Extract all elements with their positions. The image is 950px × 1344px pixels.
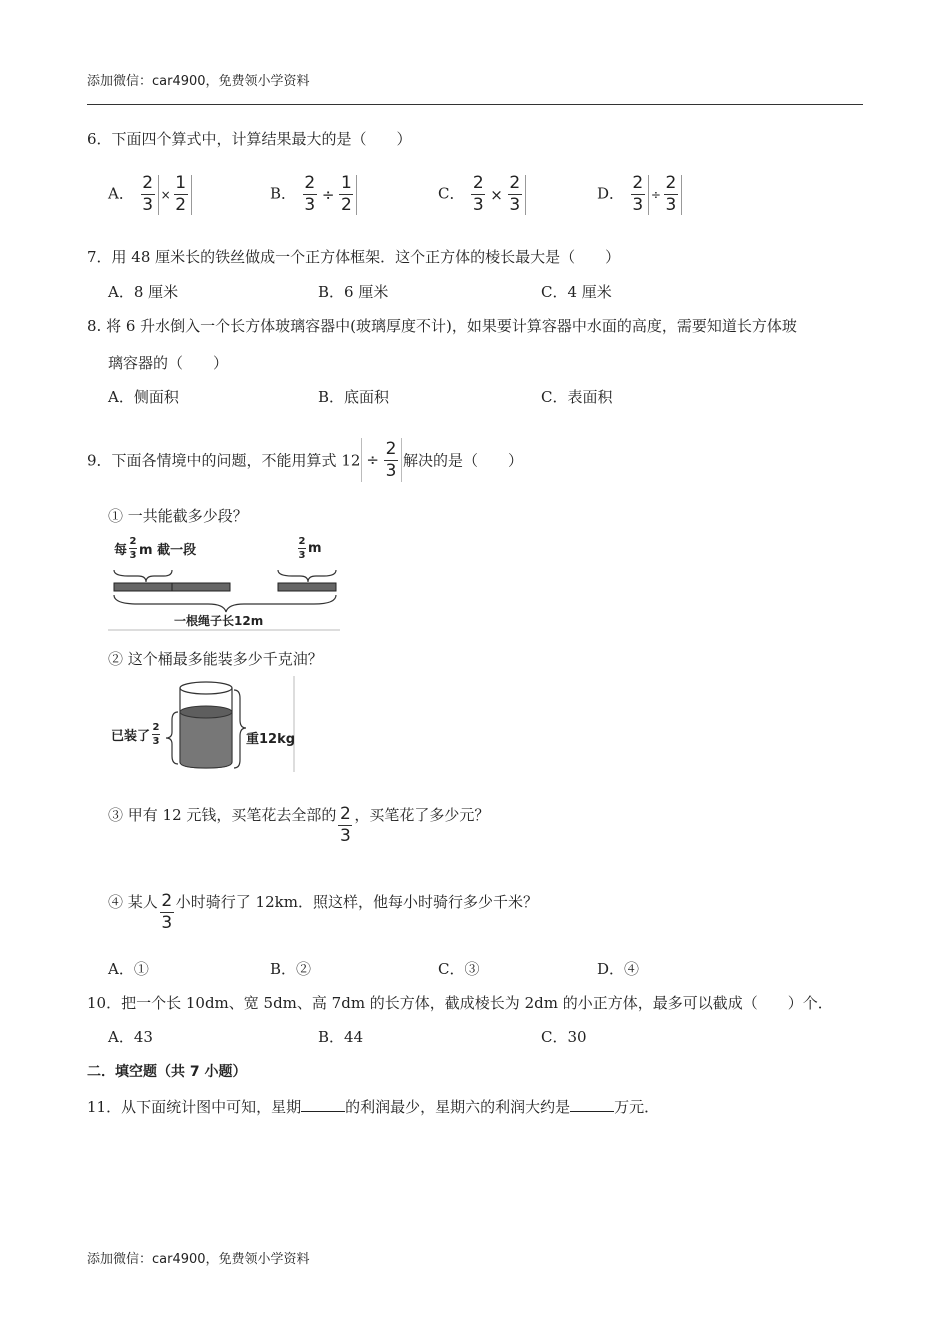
q7-option-c[interactable]: C．4 厘米	[541, 283, 612, 301]
rope-right-label: $\frac{2}{3}$ m	[298, 536, 322, 561]
page-header: 添加微信：car4900，免费领小学资料	[87, 74, 310, 89]
q6-option-b[interactable]	[270, 174, 358, 215]
page-footer: 添加微信：car4900，免费领小学资料	[87, 1252, 310, 1267]
q7-option-b[interactable]: B．6 厘米	[318, 283, 389, 301]
fraction: $\frac{2}{3}$	[472, 173, 484, 215]
q9-option-c[interactable]: C．③	[438, 960, 480, 978]
multiply-sign: ×	[490, 185, 503, 204]
divider	[191, 175, 192, 215]
q9-stem: 9．下面各情境中的问题，不能用算式 12 ÷ $\frac{2}{3}$ 解决的是（ ）	[87, 438, 523, 481]
fraction: $\frac{2}{3}$	[632, 173, 644, 215]
bucket-diagram	[108, 676, 298, 772]
option-label: C．	[438, 184, 465, 203]
fraction: $\frac{2}{3}$	[509, 173, 521, 215]
divide-sign: ÷	[366, 451, 379, 469]
rope-diagram	[108, 532, 342, 632]
fraction: $\frac{1}{2}$	[175, 173, 187, 215]
q9-option-b[interactable]: B．②	[270, 960, 312, 978]
divider	[158, 175, 159, 215]
section-title: 二．填空题（共 7 小题）	[87, 1064, 247, 1080]
q6-stem: 6．下面四个算式中，计算结果最大的是（ ）	[87, 130, 412, 148]
q10-option-b[interactable]: B．44	[318, 1028, 364, 1046]
q9-scenario-1: ① 一共能截多少段？	[108, 507, 248, 525]
divide-sign: ÷	[321, 185, 335, 204]
option-label: D．	[597, 184, 625, 203]
divider	[648, 175, 649, 215]
q9-option-a[interactable]: A．①	[108, 960, 149, 978]
q8-stem-line1: 8. 将 6 升水倒入一个长方体玻璃容器中(玻璃厚度不计)，如果要计算容器中水面的高度，需要知道长方体玻	[87, 317, 797, 335]
q8-option-a[interactable]: A．侧面积	[108, 388, 179, 406]
q8-stem-line2: 璃容器的（ ）	[108, 354, 229, 372]
q8-option-c[interactable]: C．表面积	[541, 388, 613, 406]
bucket-left-label: 已装了 $\frac{2}{3}$	[111, 722, 160, 747]
divider	[361, 438, 362, 482]
divide-sign: ÷	[650, 187, 661, 202]
fraction: $\frac{1}{2}$	[340, 173, 352, 215]
fraction: $\frac{2}{3}$	[665, 173, 677, 215]
fraction: $\frac{2}{3}$	[142, 173, 154, 215]
q6-option-a[interactable]	[108, 174, 193, 215]
bucket-drawing	[108, 676, 298, 772]
answer-blank-1[interactable]	[301, 1097, 345, 1112]
option-label: B．	[270, 184, 297, 203]
rope-left-label: 每 $\frac{2}{3}$ m 截一段	[114, 536, 197, 561]
q9-scenario-4: ④ 某人 $\frac{2}{3}$ 小时骑行了 12km．照这样，他每小时骑行多少千米？	[108, 891, 538, 933]
q9-option-d[interactable]: D．④	[597, 960, 640, 978]
divider	[356, 175, 357, 215]
q7-option-a[interactable]: A．8 厘米	[108, 283, 179, 301]
fraction: $\frac{2}{3}$	[385, 438, 397, 481]
fraction: $\frac{2}{3}$	[304, 173, 316, 215]
q9-scenario-2: ② 这个桶最多能装多少千克油？	[108, 650, 323, 668]
divider	[401, 438, 402, 482]
q6-option-c[interactable]	[438, 174, 527, 215]
rope-bottom-label: 一根绳子长12m	[174, 614, 264, 628]
q10-stem: 10．把一个长 10dm、宽 5dm、高 7dm 的长方体，截成棱长为 2dm 的小正方体，最多可以截成（ ）个．	[87, 994, 833, 1012]
q11-stem: 11．从下面统计图中可知，星期 的利润最少，星期六的利润大约是 万元．	[87, 1098, 660, 1116]
divider	[681, 175, 682, 215]
q10-option-c[interactable]: C．30	[541, 1028, 587, 1046]
q9-scenario-3: ③ 甲有 12 元钱，买笔花去全部的 $\frac{2}{3}$ ，买笔花了多少元？	[108, 804, 490, 846]
q10-option-a[interactable]: A．43	[108, 1028, 153, 1046]
q7-stem: 7．用 48 厘米长的铁丝做成一个正方体框架．这个正方体的棱长最大是（ ）	[87, 248, 621, 266]
divider	[525, 175, 526, 215]
header-rule	[87, 104, 863, 105]
option-label: A．	[108, 184, 134, 203]
q8-option-b[interactable]: B．底面积	[318, 388, 390, 406]
q6-option-d[interactable]	[597, 174, 683, 215]
multiply-sign: ×	[160, 187, 171, 202]
bucket-right-label: 重12kg	[246, 732, 296, 747]
answer-blank-2[interactable]	[570, 1097, 614, 1112]
